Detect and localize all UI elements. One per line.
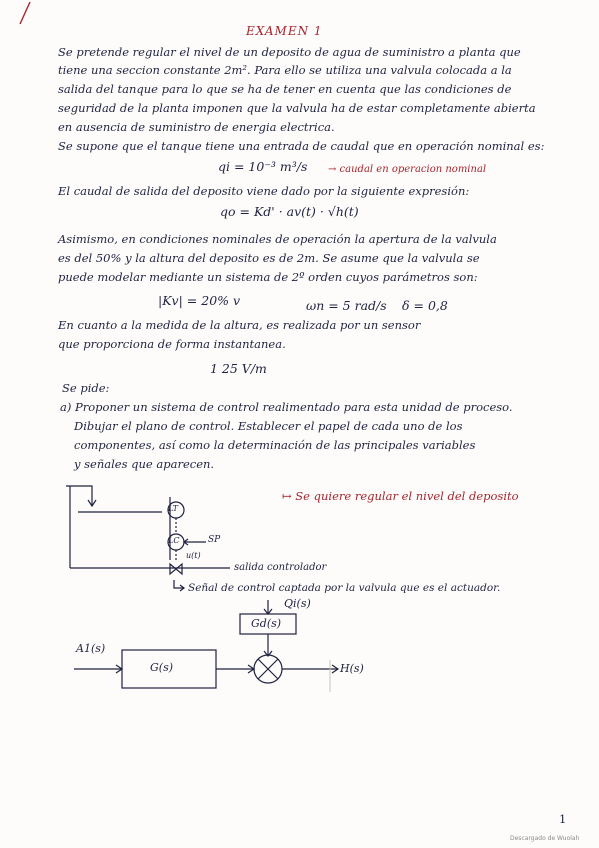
- question-a-line-3: componentes, así como la determinación de las principales variables: [74, 438, 476, 452]
- question-a-line-4: y señales que aparecen.: [74, 457, 215, 471]
- p3-line: El caudal de salida del deposito viene dado por la siguiente expresión:: [58, 184, 470, 198]
- p5-line-1: En cuanto a la medida de la altura, es realizada por un sensor: [58, 318, 421, 332]
- qo-formula: qo = Kd' · av(t) · √h(t): [220, 204, 359, 219]
- p4-line-1: Asimismo, en condiciones nominales de operación la apertura de la valvula: [58, 232, 497, 246]
- qi-input-label: Qi(s): [284, 597, 311, 610]
- p1-line-3: salida del tanque para lo que se ha de tener en cuenta que las condiciones de: [58, 82, 512, 96]
- p1-line-4: seguridad de la planta imponen que la valvula ha de estar completamente abierta: [58, 101, 536, 115]
- question-intro: Se pide:: [62, 381, 110, 395]
- lt-label: LT: [168, 504, 178, 513]
- control-signal-label: u(t): [186, 551, 201, 560]
- page-number: 1: [559, 812, 567, 826]
- exam-title: EXAMEN 1: [246, 24, 323, 38]
- gd-label: Gd(s): [251, 617, 282, 630]
- g-label: G(s): [150, 661, 174, 674]
- p1-line-5: en ausencia de suministro de energia electrica.: [58, 120, 335, 134]
- p4-line-2: es del 50% y la altura del deposito es de 2m. Se asume que la valvula se: [58, 251, 480, 265]
- block-diagram: [74, 600, 338, 688]
- question-a-line-1: a) Proponer un sistema de control realimentado para esta unidad de proceso.: [60, 400, 513, 414]
- p2-line: Se supone que el tanque tiene una entrada de caudal que en operación nominal es:: [58, 139, 545, 153]
- kv-param: |Kv| = 20% v: [158, 293, 241, 308]
- sensor-gain: 1 25 V/m: [210, 361, 267, 376]
- control-valve: [170, 564, 182, 574]
- question-a-line-2: Dibujar el plano de control. Establecer el papel de cada uno de los: [74, 419, 463, 433]
- controller-output-label: salida controlador: [234, 562, 327, 573]
- summing-cross: [258, 659, 278, 679]
- p1-line-2: tiene una seccion constante 2m². Para ello se utiliza una valvula colocada a la: [58, 63, 512, 77]
- qi-formula: qi = 10⁻³ m³/s: [218, 159, 308, 174]
- h-output-label: H(s): [340, 662, 364, 675]
- a1-input-label: A1(s): [76, 642, 106, 655]
- p4-line-3: puede modelar mediante un sistema de 2º orden cuyos parámetros son:: [58, 270, 478, 284]
- qi-note: → caudal en operacion nominal: [328, 164, 487, 175]
- tank-sketch: [66, 486, 230, 591]
- lc-label: LC: [168, 536, 180, 545]
- delta-param: δ = 0,8: [402, 298, 448, 313]
- valve-signal-note: Señal de control captada por la valvula que es el actuador.: [188, 582, 501, 594]
- sp-label: SP: [208, 535, 221, 545]
- p5-line-2: que proporciona de forma instantanea.: [58, 337, 286, 351]
- objective-note: ↦ Se quiere regular el nivel del deposito: [282, 489, 519, 503]
- watermark: Descargado de Wuolah: [510, 835, 580, 842]
- p1-line-1: Se pretende regular el nivel de un deposito de agua de suministro a planta que: [58, 45, 521, 59]
- wn-param: ωn = 5 rad/s: [306, 298, 387, 313]
